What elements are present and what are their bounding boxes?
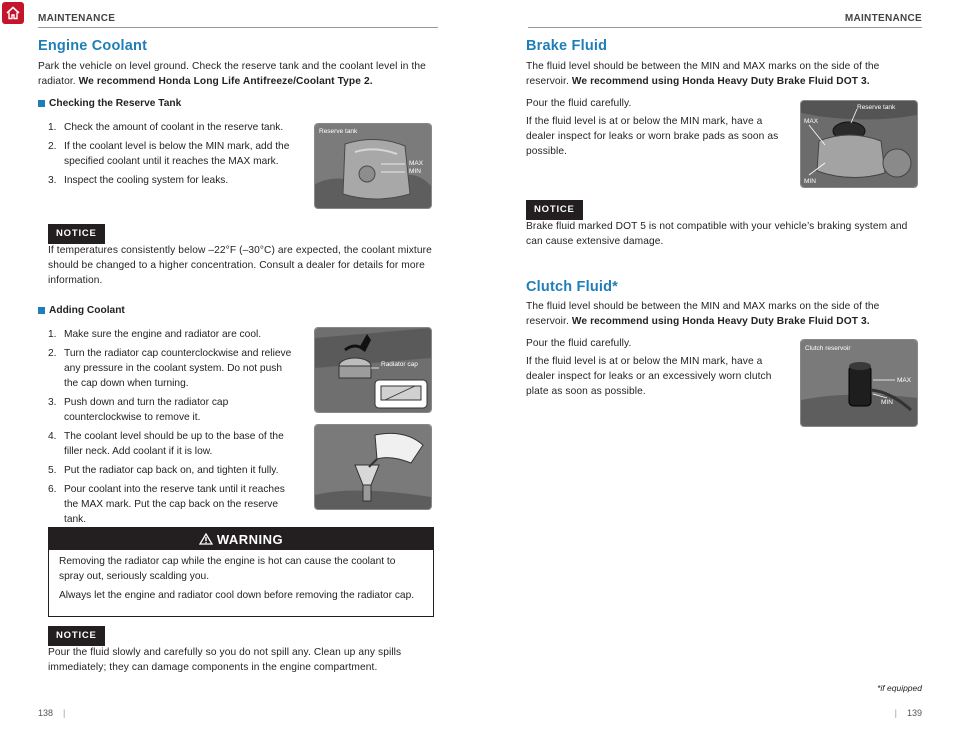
section-header: MAINTENANCE bbox=[38, 13, 116, 24]
checking-reserve-tank-heading: Checking the Reserve Tank bbox=[38, 98, 181, 109]
warning-triangle-icon bbox=[199, 533, 213, 545]
list-item: 3. Push down and turn the radiator cap counterclockwise to remove it. bbox=[48, 397, 229, 423]
header-divider bbox=[528, 27, 922, 28]
reserve-tank-label: Reserve tank bbox=[319, 128, 358, 135]
engine-coolant-title: Engine Coolant bbox=[38, 38, 148, 54]
check-steps-list bbox=[48, 120, 296, 192]
list-item: 4. The coolant level should be up to the base of the filler neck. Add coolant if it is low. bbox=[48, 431, 284, 457]
right-page bbox=[480, 0, 960, 738]
clutch-fluid-title: Clutch Fluid* bbox=[526, 279, 619, 295]
pouring-coolant-image bbox=[314, 424, 432, 510]
notice-badge: NOTICE bbox=[526, 200, 583, 220]
max-label: MAX bbox=[897, 377, 912, 384]
clutch-reservoir-image bbox=[800, 339, 918, 427]
list-item: 2. If the coolant level is below the MIN mark, add the specified coolant until it reaches the MAX mark. bbox=[48, 141, 290, 167]
notice-badge: NOTICE bbox=[48, 224, 105, 244]
notice-text: Brake fluid marked DOT 5 is not compatible with your vehicle’s braking system and can cause extensive damage. bbox=[526, 221, 908, 247]
max-label: MAX bbox=[409, 160, 424, 167]
section-header: MAINTENANCE bbox=[844, 13, 922, 24]
clutch-fluid-pour: Pour the fluid carefully. bbox=[526, 338, 632, 349]
adding-coolant-heading: Adding Coolant bbox=[38, 305, 125, 316]
home-button[interactable] bbox=[2, 2, 24, 24]
brake-fluid-intro: The fluid level should be between the MIN and MAX marks on the side of the reservoir. We recommend using Honda Heavy Duty Brake Fluid DOT 3. bbox=[526, 61, 880, 87]
list-item: 1. Check the amount of coolant in the reserve tank. bbox=[48, 122, 284, 133]
clutch-fluid-level: If the fluid level is at or below the MIN mark, have a dealer inspect for leaks or an excessively worn clutch plate as soon as possible. bbox=[526, 356, 772, 397]
radiator-cap-label: Radiator cap bbox=[381, 361, 418, 368]
min-label: MIN bbox=[881, 399, 893, 406]
radiator-cap-image bbox=[314, 327, 432, 413]
warning-text-1: Removing the radiator cap while the engine is hot can cause the coolant to spray out, seriously scalding you. bbox=[59, 556, 396, 582]
clutch-fluid-intro: The fluid level should be between the MIN and MAX marks on the side of the reservoir. We recommend using Honda Heavy Duty Brake Fluid DOT 3. bbox=[526, 301, 880, 327]
bullet-square-icon bbox=[38, 100, 45, 107]
page-number-right: | 139 bbox=[894, 708, 922, 718]
max-label: MAX bbox=[804, 118, 819, 125]
clutch-reservoir-label: Clutch reservoir bbox=[805, 345, 851, 352]
add-steps-list bbox=[48, 327, 298, 531]
brake-fluid-level: If the fluid level is at or below the MIN mark, have a dealer inspect for leaks or worn brake pads as soon as possible. bbox=[526, 116, 779, 157]
warning-body bbox=[49, 550, 433, 611]
notice-text: If temperatures consistently below –22°F (–30°C) are expected, the coolant mixture should be changed to a higher concentration. Consult a dealer for details for more information. bbox=[48, 245, 432, 286]
reserve-tank-label: Reserve tank bbox=[857, 104, 896, 111]
engine-coolant-intro: Park the vehicle on level ground. Check the reserve tank and the coolant level in the radiator. We recommend Honda Long Life Antifreeze/Coolant Type 2. bbox=[38, 61, 426, 87]
warning-text-2: Always let the engine and radiator cool down before removing the radiator cap. bbox=[59, 590, 415, 601]
home-icon bbox=[5, 5, 21, 21]
reserve-tank-image bbox=[314, 123, 432, 209]
notice-text: Pour the fluid slowly and carefully so you do not spill any. Clean up any spills immediately; they can damage components in the engine compartment. bbox=[48, 647, 402, 673]
list-item: 3. Inspect the cooling system for leaks. bbox=[48, 175, 229, 186]
brake-fluid-pour: Pour the fluid carefully. bbox=[526, 98, 632, 109]
header-divider bbox=[38, 27, 438, 28]
brake-reservoir-image bbox=[800, 100, 918, 188]
list-item: 1. Make sure the engine and radiator are cool. bbox=[48, 329, 262, 340]
list-item: 5. Put the radiator cap back on, and tighten it fully. bbox=[48, 465, 279, 476]
warning-box bbox=[48, 527, 434, 617]
bullet-square-icon bbox=[38, 307, 45, 314]
warning-header: WARNING bbox=[49, 528, 433, 550]
list-item: 2. Turn the radiator cap counterclockwise and relieve any pressure in the coolant system. Do not push the cap down when turning. bbox=[48, 348, 292, 389]
list-item: 6. Pour coolant into the reserve tank until it reaches the MAX mark. Put the cap back on the reserve tank. bbox=[48, 484, 285, 525]
footnote: *if equipped bbox=[877, 683, 922, 693]
brake-fluid-title: Brake Fluid bbox=[526, 38, 608, 54]
notice-badge: NOTICE bbox=[48, 626, 105, 646]
page-number-left: 138 | bbox=[38, 708, 66, 718]
min-label: MIN bbox=[804, 178, 816, 185]
min-label: MIN bbox=[409, 168, 421, 175]
